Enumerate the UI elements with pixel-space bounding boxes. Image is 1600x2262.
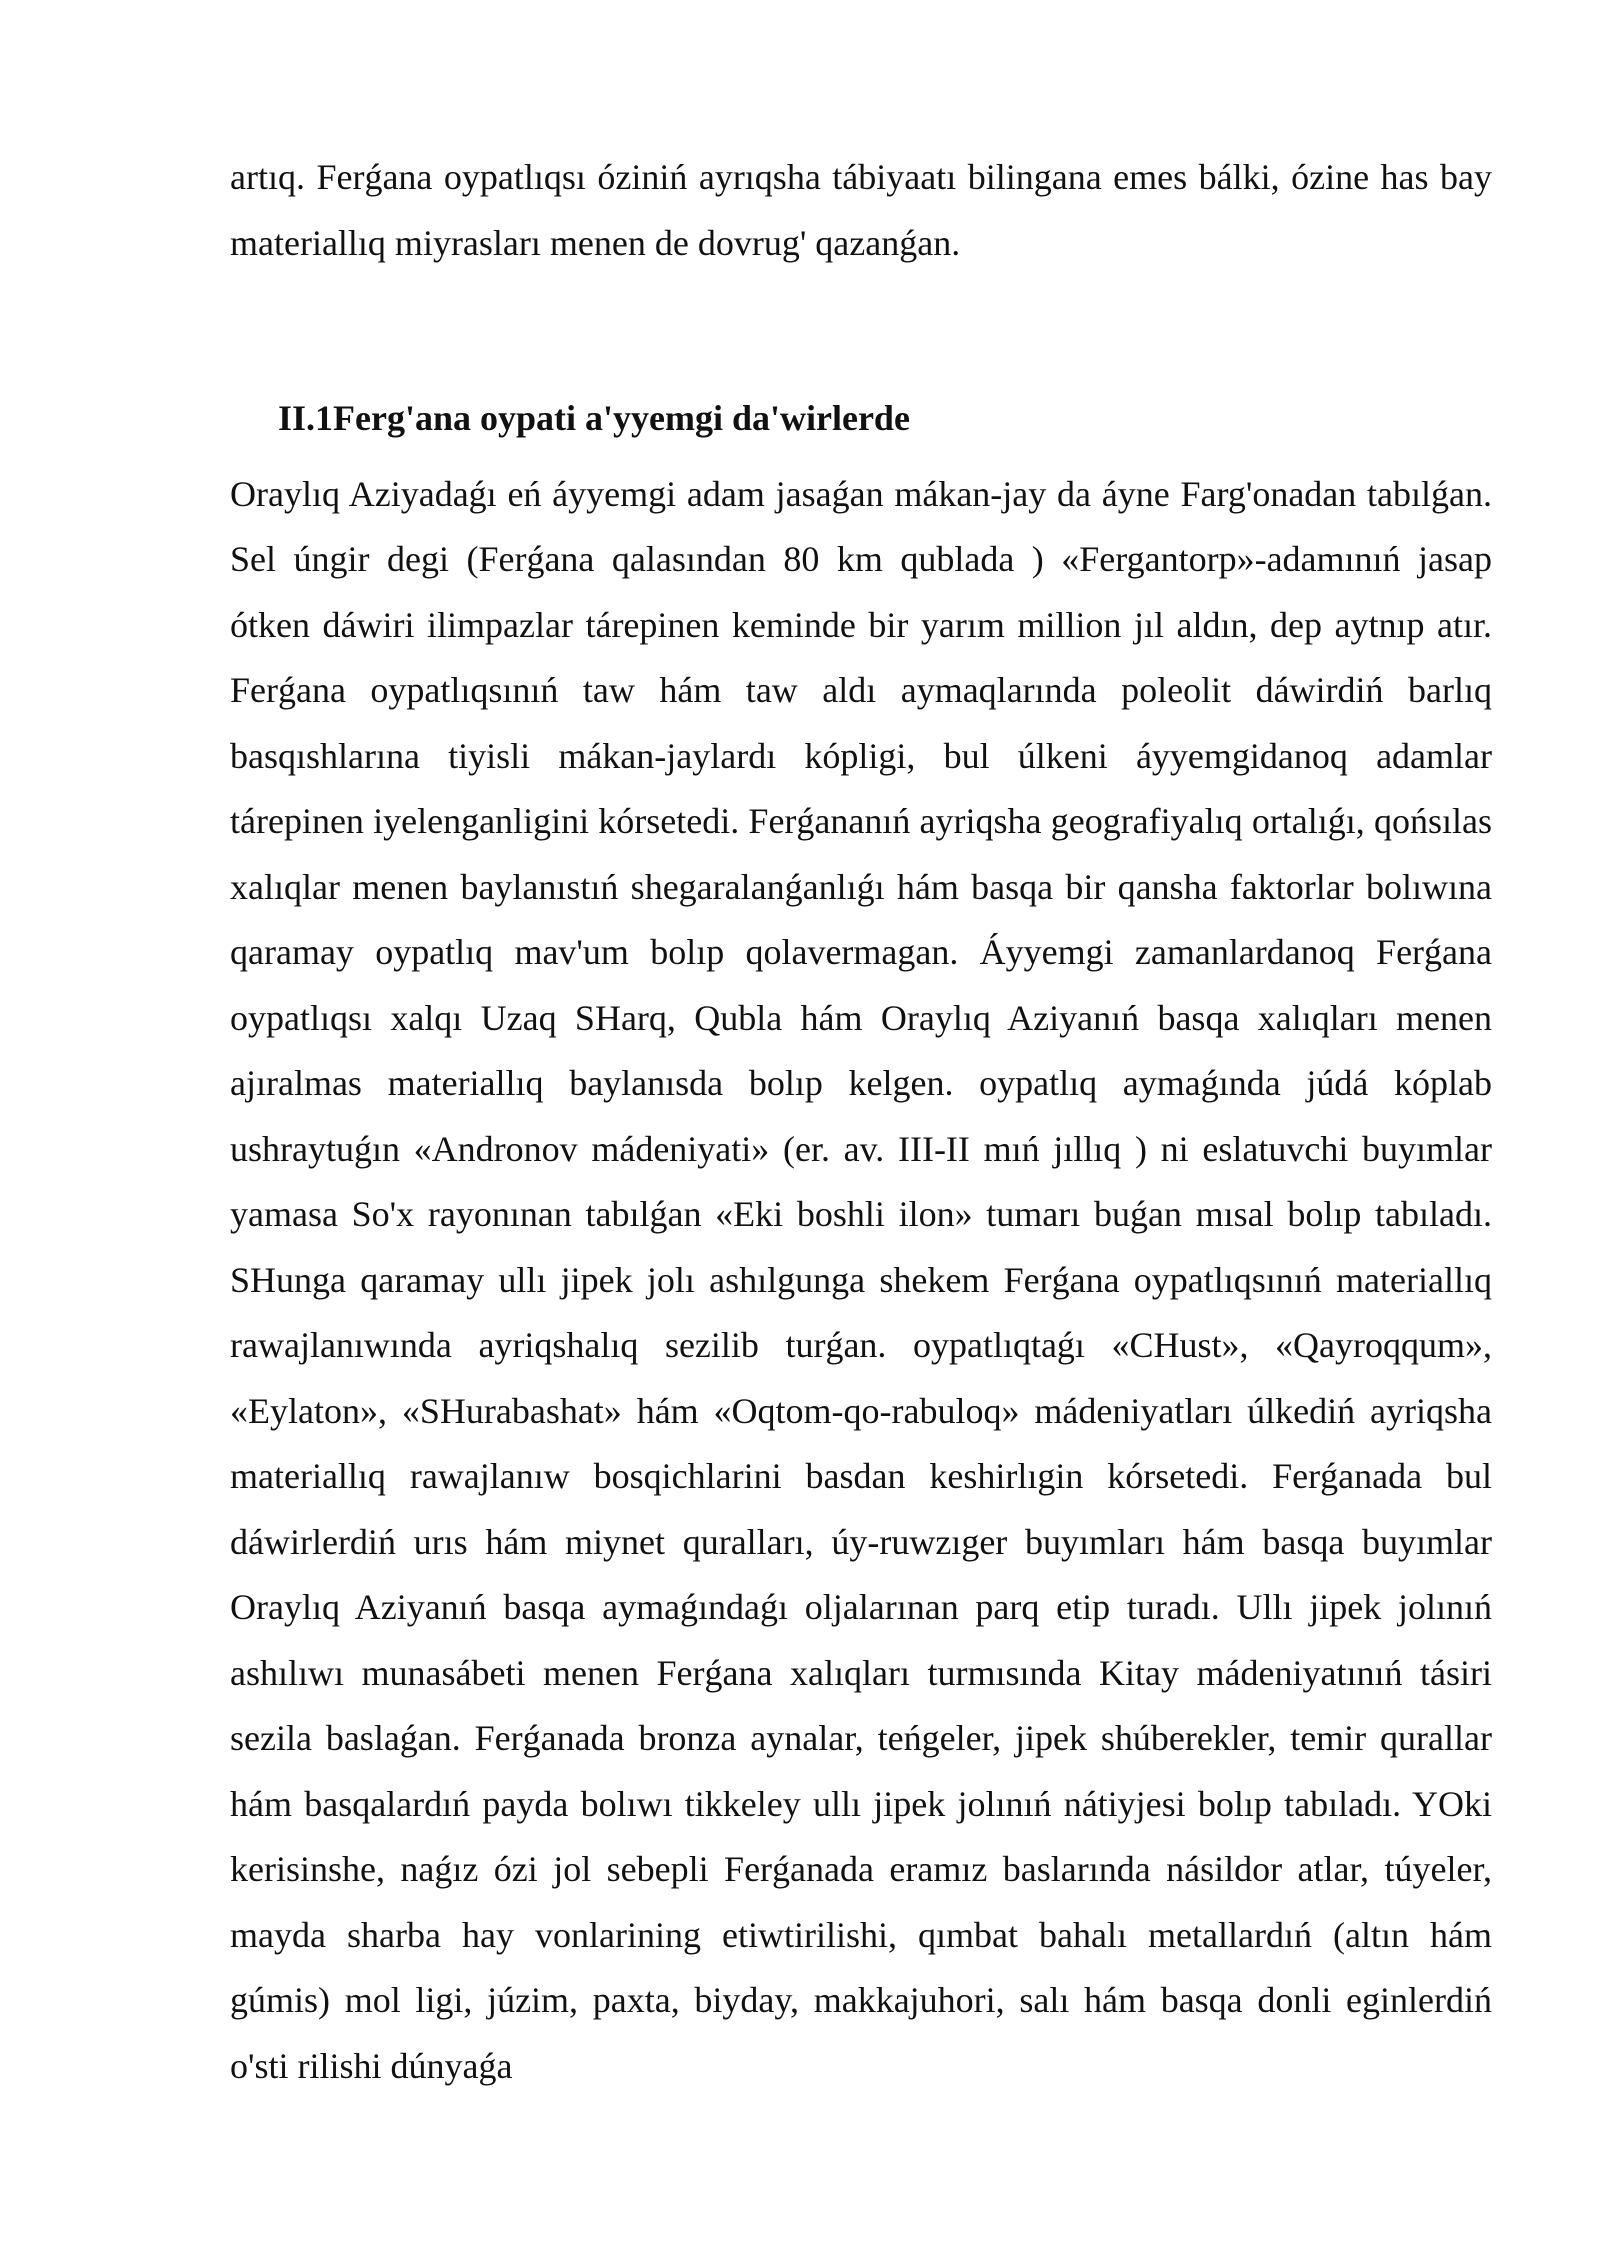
section-heading: II.1Ferg'ana oypati a'yyemgi da'wirlerde [278,398,910,438]
body-paragraph: Oraylıq Aziyadaǵı eń áyyemgi adam jasaǵan mákan-jay da áyne Farg'onadan tabılǵan. Sel úngir degi (Ferǵana qalasından 80 km qublada ) «Fergantorp»-adamınıń jasap ótken dáwiri ilimpazlar tárepinen keminde bir yarım million jıl aldın, dep aytnıp atır. Ferǵana oypatlıqsınıń taw hám taw aldı aymaqlarında poleolit dáwirdiń barlıq basqıshlarına tiyisli mákan-jaylardı kópligi, bul úlkeni áyyemgidanoq adamlar tárepinen iyelenganligini kórsetedi. Ferǵananıń ayriqsha geografiyalıq ortalıǵı, qońsılas xalıqlar menen baylanıstıń shegaralanǵanlıǵı hám basqa bir qansha faktorlar bolıwına qaramay oypatlıq mav'um bolıp qolavermagan. Áyyemgi zamanlardanoq Ferǵana oypatlıqsı xalqı Uzaq SHarq, Qubla hám Oraylıq Aziyanıń basqa xalıqları menen ajıralmas materiallıq baylanısda bolıp kelgen. oypatlıq aymaǵında júdá kóplab ushraytuǵın «Andronov mádeniyati» (er. av. III-II mıń jıllıq ) ni eslatuvchi buyımlar yamasa So'x rayonınan tabılǵan «Eki boshli ilon» tumarı buǵan mısal bolıp tabıladı. SHunga qaramay ullı jipek jolı ashılgunga shekem Ferǵana oypatlıqsınıń materiallıq rawajlanıwında ayriqshalıq sezilib turǵan. oypatlıqtaǵı «CHust», «Qayroqqum», «Eylaton», «SHurabashat» hám «Oqtom-qo-rabuloq» mádeniyatları úlkediń ayriqsha materiallıq rawajlanıw bosqichlarini basdan keshirlıgin kórsetedi. Ferǵanada bul dáwirlerdiń urıs hám miynet quralları, úy-ruwzıger buyımları hám basqa buyımlar Oraylıq Aziyanıń basqa aymaǵındaǵı oljalarınan parq etip turadı. Ullı jipek jolınıń ashılıwı munasábeti menen Ferǵana xalıqları turmısında Kitay mádeniyatınıń tásiri sezila baslaǵan. Ferǵanada bronza aynalar, teńgeler, jipek shúberekler, temir qurallar hám basqalardıń payda bolıwı tikkeley ullı jipek jolınıń nátiyjesi bolıp tabıladı. YOki kerisinshe, naǵız ózi jol sebepli Ferǵanada eramız baslarında násildor atlar, túyeler, mayda sharba hay vonlarining etiwtirilishi, qımbat bahalı metallardıń (altın hám gúmis) mol ligi, júzim, paxta, biyday, makkajuhori, salı hám basqa donli eginlerdiń o'sti rilishi dúnyaǵa [230,473,1492,2086]
document-page [230,145,1492,2099]
intro-paragraph: artıq. Ferǵana oypatlıqsı óziniń ayrıqsha tábiyaatı bilingana emes bálki, ózine has bay materiallıq miyrasları menen de dovrug' qazanǵan. [230,157,1492,263]
